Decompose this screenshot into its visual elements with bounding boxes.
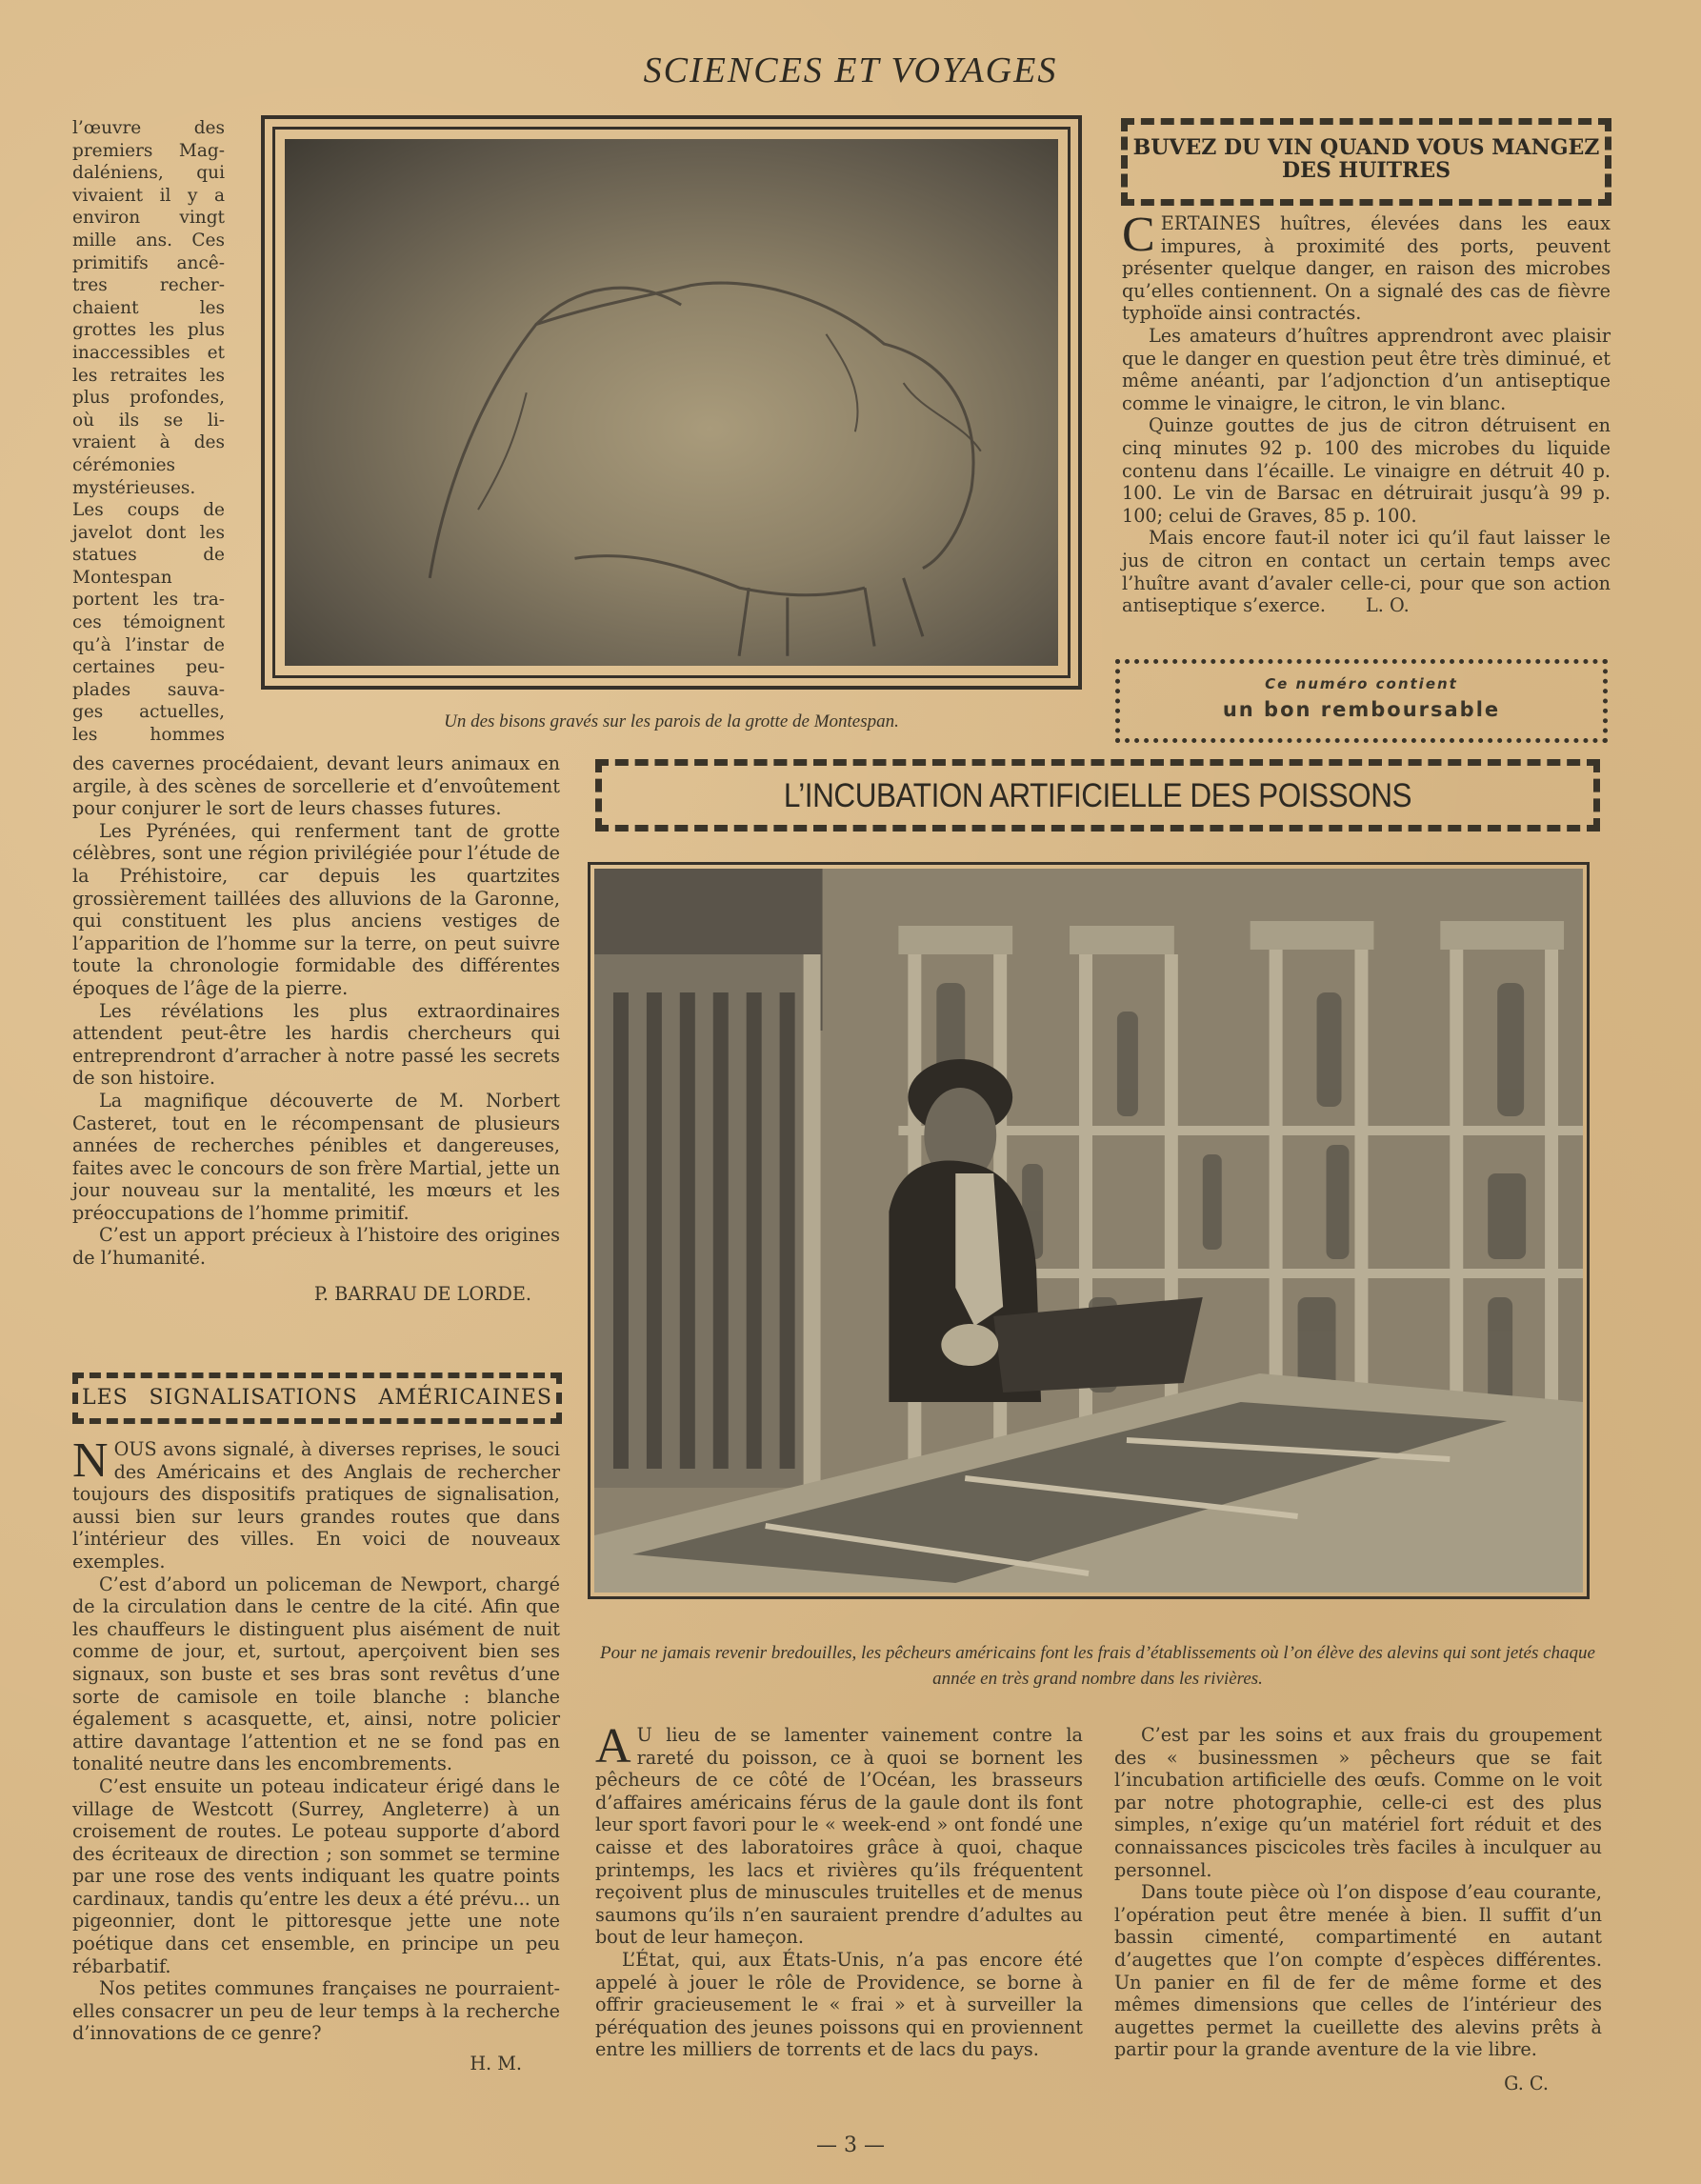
narrow-line: grottes les plus	[72, 320, 225, 341]
paragraph: Les révélations les plus extraordinaires attendent peut-être les hardis chercheurs qui entreprendront d’arracher à notre passé les secrets de son histoire.	[72, 999, 560, 1090]
paragraph: C’est d’abord un policeman de Newport, chargé de la circulation dans le centre de la cité. Afin que les chauffeurs le distinguent plus aisément de nuit comme de jour, et, surtout, aperçoivent bien ses signaux, son buste et ses bras sont revêtus d’une sorte de camisole en toile blanche : blanche également s acasquette, et, ainsi, notre policier attire davantage l’attention et ne se fond pas en tonalité neutre dans les encombrements.	[72, 1573, 560, 1775]
page-number: — 3 —	[816, 2134, 885, 2157]
coupon-line1: Ce numéro contient	[1265, 675, 1458, 692]
dropcap: N	[72, 1433, 109, 1488]
signals-heading-box	[72, 1373, 562, 1424]
narrow-line: primitifs ancê-	[72, 252, 225, 273]
narrow-line: mystérieuses.	[72, 477, 196, 498]
first-paragraph: U lieu de se lamenter vainement contre la rareté du poisson, ce à quoi se bornent les pêcheurs de ce côté de l’Océan, les brasseurs d’affaires américains férus de la gaule dont ils font leur sport favori pour le « week-end » ont fondé une caisse et des laboratoires grâce à quoi, chaque printemps, les lacs et rivières qu’ils fréquentent reçoivent plus de minuscules truitelles et de menus saumons qu’ils n’en sauraient prendre d’adultes au bout de leur hameçon.	[595, 1724, 1083, 1949]
narrow-line: mille ans. Ces	[72, 230, 225, 250]
narrow-line: plus profondes,	[72, 388, 225, 409]
prehistory-signature: P. BARRAU DE LORDE.	[313, 1282, 531, 1305]
first-paragraph: ERTAINES huîtres, élevées dans les eaux impures, à proximité des ports, peuvent présenter quelque danger, en raison des microbes qu’elles contiennent. On a signalé des cas de fièvre typhoïde ainsi contractés.	[1122, 212, 1611, 325]
paragraph: C’est par les soins et aux frais du groupement des « businessmen » pêcheurs que se fait l’incubation artificielle des œufs. Comme on le voit par notre photographie, celle-ci est des plus simples, n’exige qu’un matériel fort réduit et des connaissances piscicoles très faciles à inculquer au personnel.	[1114, 1724, 1602, 1881]
masthead-title: SCIENCES ET VOYAGES	[643, 50, 1058, 90]
signals-signature: H. M.	[470, 2053, 522, 2075]
narrow-line: environ vingt	[72, 208, 225, 229]
coupon-box	[1115, 659, 1608, 743]
narrow-line: premiers Mag-	[72, 140, 225, 161]
paragraph: La magnifique découverte de M. Norbert Casteret, tout en le récompensant de plusieurs années de recherches pénibles et dangereuses, faites avec le concours de son frère Martial, jette un jour nouveau sur la mentalité, les mœurs et les préoccupations de l’homme primitif.	[72, 1089, 560, 1224]
dropcap: C	[1122, 208, 1155, 262]
hatchery-photo-frame	[588, 862, 1590, 1599]
fish-signature: G. C.	[1504, 2072, 1549, 2094]
narrow-line: les retraites les	[72, 365, 225, 386]
first-paragraph: OUS avons signalé, à diverses reprises, le souci des Américains et des Anglais de rechercher toujours des dispositifs pratiques de signalisation, aussi bien sur leurs grandes routes que dans l’intérieur des villes. En voici de nouveaux exemples.	[72, 1438, 560, 1573]
narrow-line: ces témoignent	[72, 612, 225, 633]
paragraph-text: Mais encore faut-il noter ici qu’il faut laisser le jus de citron en contact un certain temps avec l’huître avant d’avaler celle-ci, pour que son action antiseptique s’exerce.	[1122, 527, 1611, 617]
paragraph: C’est ensuite un poteau indicateur érigé dans le village de Westcott (Surrey, Angleterre) à un croisement de routes. Le poteau supporte d’abord des écriteaux de direction ; son sommet se termine par une rose des vents indiquant les quatre points cardinaux, tandis qu’entre les deux a été prévu... un pigeonnier, dont le pittoresque jette une note poétique dans cet ensemble, en principe un peu rébarbatif.	[72, 1774, 560, 1977]
narrow-line: daléniens, qui	[72, 163, 225, 184]
prehistory-column	[72, 752, 560, 1305]
signals-column	[72, 1433, 560, 2075]
narrow-line: vraient à des	[72, 432, 225, 453]
narrow-line: l’œuvre des	[72, 118, 225, 138]
paragraph	[595, 1719, 1083, 1949]
narrow-line: les hommes	[72, 725, 225, 746]
oysters-title-line2: DES HUITRES	[1282, 158, 1451, 183]
paragraph: des cavernes procédaient, devant leurs animaux en argile, à des scènes de sorcellerie et d’envoûtement pour conjurer le sort de leurs chasses futures.	[72, 752, 560, 820]
hatchery-photo	[594, 869, 1583, 1593]
hatchery-photo-caption: Pour ne jamais revenir bredouilles, les pêcheurs américains font les frais d’établissements où l’on élève des alevins qui sont jetés chaque année en très grand nombre dans les rivières.	[600, 1643, 1595, 1689]
incubation-heading-box	[595, 759, 1600, 832]
paragraph	[1122, 208, 1611, 325]
paragraph: L’État, qui, aux États-Unis, n’a pas encore été appelé à jouer le rôle de Providence, se borne à offrir gracieusement le « frai » et à surveiller la péréquation des jeunes poissons qui en proviennent entre les milliers de torrents et de lacs du pays.	[595, 1948, 1083, 2061]
narrow-line: vivaient il y a	[72, 185, 225, 206]
signals-title: LES SIGNALISATIONS AMÉRICAINES	[82, 1386, 552, 1410]
oysters-column	[1122, 208, 1611, 617]
paragraph: Les amateurs d’huîtres apprendront avec plaisir que le danger en question peut être très diminué, et même anéanti, par l’adjonction d’un antiseptique comme le vinaigre, le citron, le vin blanc.	[1122, 324, 1611, 414]
bison-photo-frame	[261, 115, 1082, 690]
narrow-line: inaccessibles et	[72, 342, 225, 363]
narrow-line: ges actuelles,	[72, 702, 225, 723]
narrow-line: portent les tra-	[72, 590, 225, 611]
fish-column-1	[595, 1719, 1083, 2061]
narrow-line: javelot dont les	[72, 522, 225, 543]
paragraph: C’est un apport précieux à l’histoire des origines de l’humanité.	[72, 1224, 560, 1270]
paragraph	[1122, 527, 1611, 616]
oysters-signature: L. O.	[1366, 594, 1410, 617]
narrow-line: qu’à l’instar de	[72, 634, 225, 655]
narrow-line: tres recher-	[72, 275, 225, 296]
paragraph: Nos petites communes françaises ne pourraient-elles consacrer un peu de leur temps à la recherche d’innovations de ce genre?	[72, 1977, 560, 2045]
oysters-heading-box	[1121, 118, 1611, 206]
bison-sketch-icon	[285, 139, 1058, 666]
paragraph: Les Pyrénées, qui renferment tant de grotte célèbres, sont une région privilégiée pour l’étude de la Préhistoire, car depuis les quartzites grossièrement taillées des alluvions de la Garonne, qui constituent les plus anciens vestiges de l’apparition de l’homme sur la terre, on peut suivre toute la chronologie formidable des différentes époques de l’âge de la pierre.	[72, 819, 560, 999]
paragraph	[72, 1433, 560, 1573]
oysters-title-line1: BUVEZ DU VIN QUAND VOUS MANGEZ	[1132, 135, 1600, 160]
fish-column-2	[1114, 1724, 1602, 2095]
narrow-line: où ils se li-	[72, 410, 225, 431]
paragraph: Dans toute pièce où l’on dispose d’eau courante, l’opération peut être menée à bien. Il suffit d’un bassin cimenté, compartimenté en autant d’augettes que l’on compte d’espèces différentes. Un panier en fil de fer de même forme et des mêmes dimensions que celles de l’intérieur des augettes permet la cueillette des alevins prêts à partir pour la grande aventure de la vie libre.	[1114, 1881, 1602, 2061]
narrow-line: Montespan	[72, 567, 172, 588]
paragraph: Quinze gouttes de jus de citron détruisent en cinq minutes 92 p. 100 des microbes du liquide contenu dans l’écaille. Le vinaigre en détruit 40 p. 100. Le vin de Barsac en détruirait jusqu’à 99 p. 100; celui de Graves, 85 p. 100.	[1122, 414, 1611, 527]
prehistory-narrow-column	[72, 117, 225, 747]
dropcap: A	[595, 1719, 631, 1773]
narrow-line: statues de	[72, 545, 225, 566]
narrow-line: certaines peu-	[72, 657, 225, 678]
bison-engraving-photo	[285, 139, 1058, 666]
bison-photo-caption: Un des bisons gravés sur les parois de la grotte de Montespan.	[444, 711, 899, 731]
incubation-title: L’INCUBATION ARTIFICIELLE DES POISSONS	[783, 777, 1412, 814]
narrow-line: cérémonies	[72, 454, 176, 475]
narrow-line: Les coups de	[72, 500, 225, 521]
hatchery-scene-icon	[594, 869, 1583, 1593]
narrow-line: chaient les	[72, 297, 225, 318]
narrow-line: plades sauva-	[72, 679, 225, 700]
coupon-line2: un bon remboursable	[1222, 698, 1501, 721]
